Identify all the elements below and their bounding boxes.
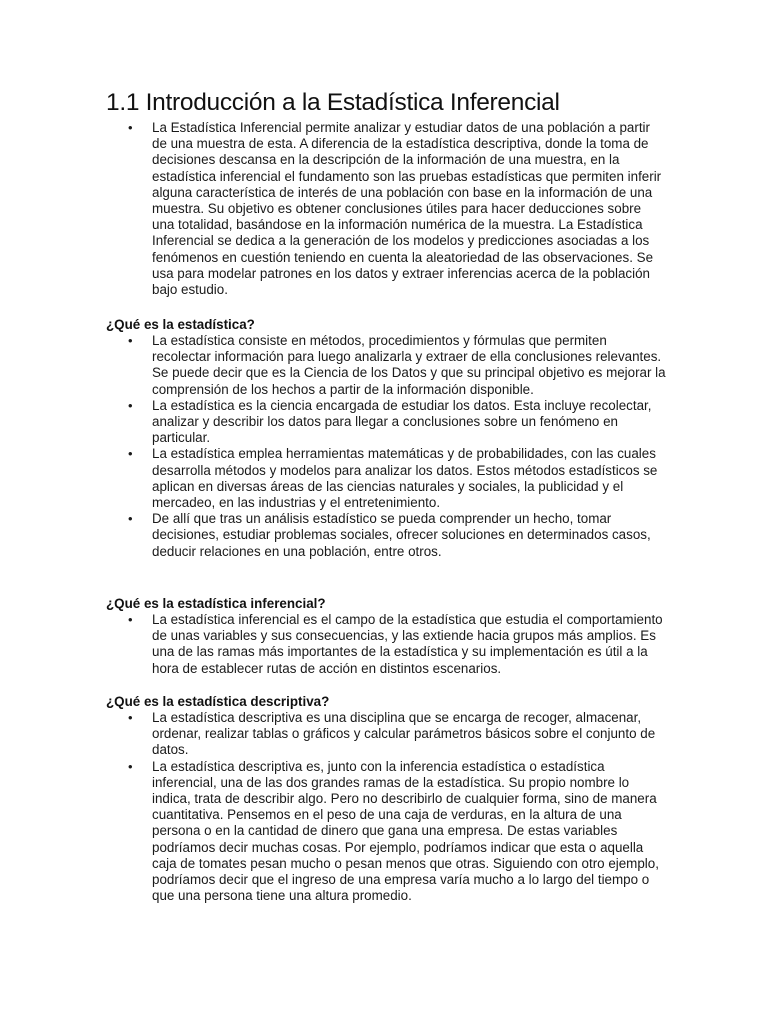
page-title: 1.1 Introducción a la Estadística Inferencial — [106, 89, 560, 116]
section-list-descriptiva — [106, 710, 666, 904]
list-item: • De allí que tras un análisis estadístico se pueda comprender un hecho, tomar decisiones, estudiar problemas sociales, ofrecer soluciones en determinados casos, deducir relaciones en una población, entre otros. — [106, 511, 666, 560]
list-item: • La Estadística Inferencial permite analizar y estudiar datos de una población a partir de una muestra de esta. A diferencia de la estadística descriptiva, donde la toma de decisiones descansa en la descripción de la información de una muestra, en la estadística inferencial el fundamento son las pruebas estadísticas que permiten inferir alguna característica de interés de una población con base en la información de una muestra. Su objetivo es obtener conclusiones útiles para hacer deducciones sobre una totalidad, basándose en la información numérica de la muestra. La Estadística Inferencial se dedica a la generación de los modelos y predicciones asociadas a los fenómenos en cuestión teniendo en cuenta la aleatoriedad de las observaciones. Se usa para modelar patrones en los datos y extraer inferencias acerca de la población bajo estudio. — [106, 120, 666, 298]
intro-list — [106, 120, 666, 298]
list-item: • La estadística es la ciencia encargada de estudiar los datos. Esta incluye recolectar, analizar y describir los datos para llegar a conclusiones sobre un fenómeno en particular. — [106, 398, 666, 447]
list-item: • La estadística descriptiva es, junto con la inferencia estadística o estadística inferencial, una de las dos grandes ramas de la estadística. Su propio nombre lo indica, trata de describir algo. Pero no describirlo de cualquier forma, sino de manera cuantitativa. Pensemos en el peso de una caja de verduras, en la altura de una persona o en la cantidad de dinero que gana una empresa. De estas variables podríamos decir muchas cosas. Por ejemplo, podríamos indicar que esta o aquella caja de tomates pesan mucho o pesan menos que otras. Siguiendo con otro ejemplo, podríamos decir que el ingreso de una empresa varía mucho a lo largo del tiempo o que una persona tiene una altura promedio. — [106, 759, 666, 905]
section-heading-inferencial: ¿Qué es la estadística inferencial? — [106, 596, 326, 611]
list-item: • La estadística consiste en métodos, procedimientos y fórmulas que permiten recolectar información para luego analizarla y extraer de ella conclusiones relevantes. Se puede decir que es la Ciencia de los Datos y que su principal objetivo es mejorar la comprensión de los hechos a partir de la información disponible. — [106, 333, 666, 398]
list-item: • La estadística descriptiva es una disciplina que se encarga de recoger, almacenar, ordenar, realizar tablas o gráficos y calcular parámetros básicos sobre el conjunto de datos. — [106, 710, 666, 759]
section-heading-estadistica: ¿Qué es la estadística? — [106, 317, 255, 332]
section-list-inferencial — [106, 612, 666, 677]
section-list-estadistica — [106, 333, 666, 560]
list-item: • La estadística inferencial es el campo de la estadística que estudia el comportamiento de unas variables y sus consecuencias, y las extiende hacia grupos más amplios. Es una de las ramas más importantes de la estadística y su implementación es útil a la hora de establecer rutas de acción en distintos escenarios. — [106, 612, 666, 677]
list-item: • La estadística emplea herramientas matemáticas y de probabilidades, con las cuales desarrolla métodos y modelos para analizar los datos. Estos métodos estadísticos se aplican en diversas áreas de las ciencias naturales y sociales, la publicidad y el mercadeo, en las industrias y el entretenimiento. — [106, 446, 666, 511]
section-heading-descriptiva: ¿Qué es la estadística descriptiva? — [106, 694, 330, 709]
